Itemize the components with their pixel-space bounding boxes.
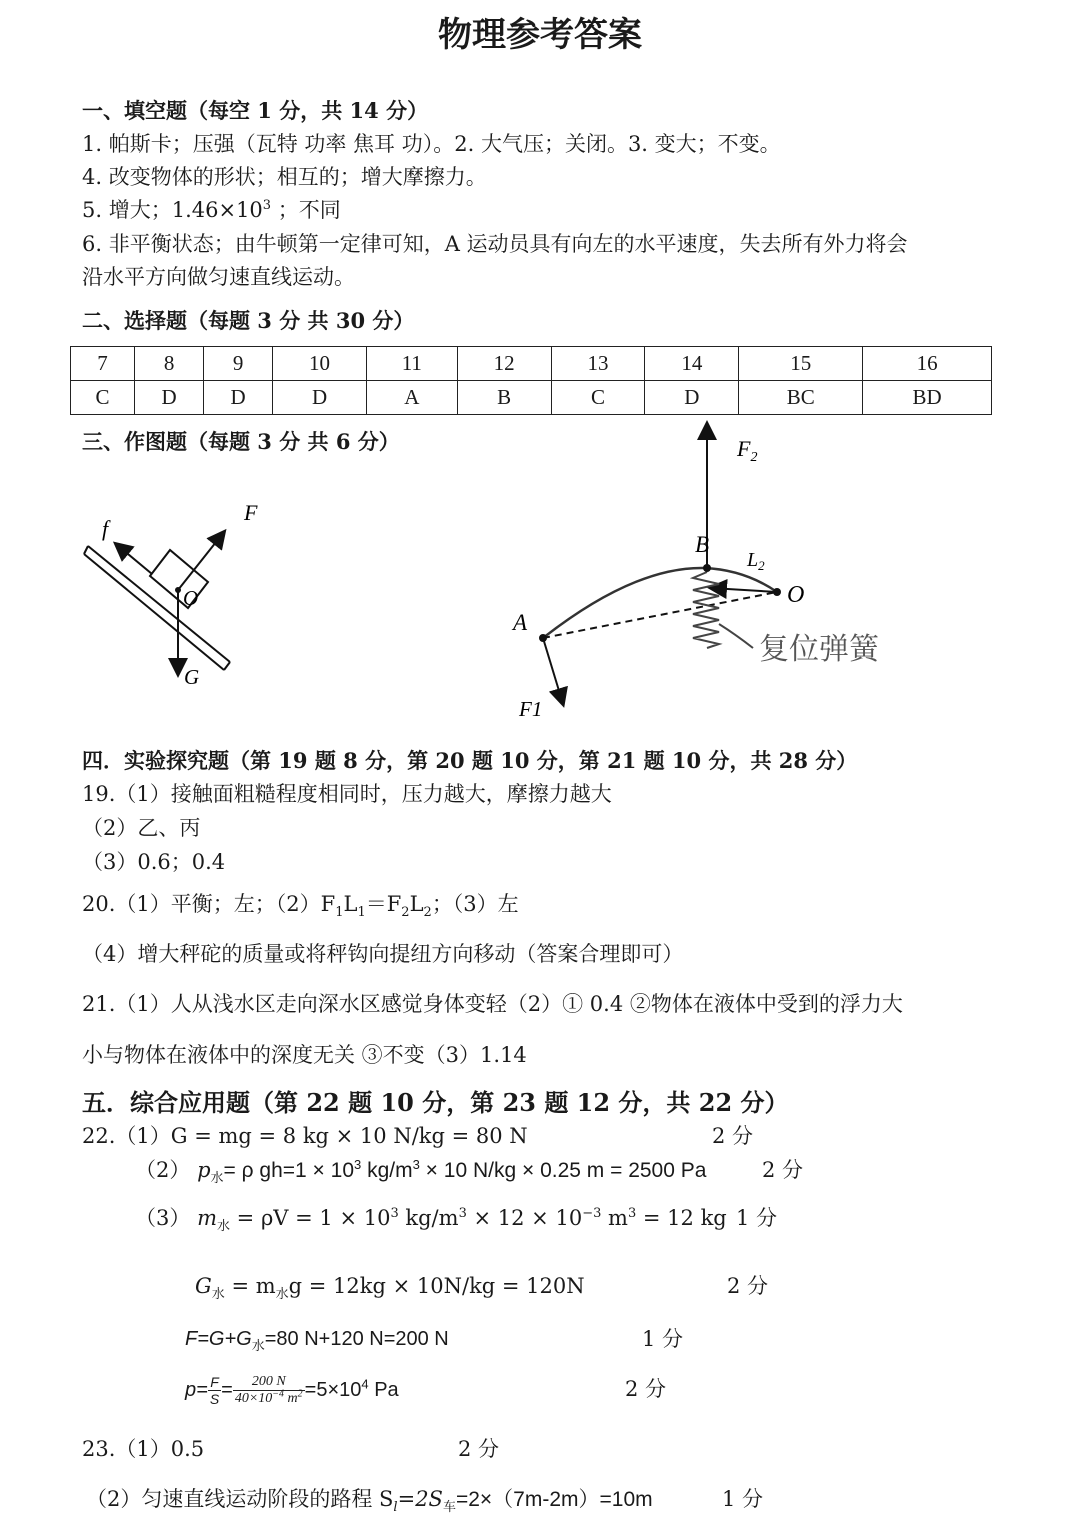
q22-line-1: 22.（1）G = mg = 8 kg × 10 N/kg = 80 N	[82, 1124, 528, 1148]
fraction-values: $\frac{200 N}{40\times 10^{-4} m^2}$	[234, 1374, 303, 1407]
q20-line-1: 20.（1）平衡；左；$(2)F_1L_1=F_2L_2$；（3）左	[82, 892, 519, 921]
force-f1-arrow	[543, 638, 563, 704]
point-b	[703, 564, 711, 572]
dashed-line	[543, 592, 777, 638]
table-cell: 15	[739, 347, 863, 381]
s1-line-3: 5. 增大；$1.46\times 10^3$ ；不同	[82, 198, 341, 222]
table-cell: 8	[135, 347, 204, 381]
page-title: 物理参考答案	[438, 15, 642, 55]
label-f-upper: F	[244, 500, 258, 525]
incline-force-diagram	[70, 490, 280, 690]
q22-line-3: （3） $m_水 = \rho V = 1 \times 10^3$ $kg/m^3 \times 12 \times 10^{-3}$ $m^3 = 12$ kg	[135, 1206, 727, 1235]
table-cell: 12	[457, 347, 551, 381]
label-o: O	[787, 582, 805, 608]
label-g: G	[184, 665, 200, 689]
point-o	[773, 588, 781, 596]
answer-table-answers-row	[71, 381, 992, 415]
arm-l2-arrow	[711, 588, 777, 592]
fraction-f-over-s: $\frac{F}{S}$	[209, 1374, 220, 1408]
section-2-heading: 二、选择题（每题 3 分 共 30 分）	[82, 308, 415, 333]
table-cell: B	[457, 381, 551, 415]
s1-line-2: 4. 改变物体的形状；相互的；增大摩擦力。	[82, 165, 487, 189]
table-cell: D	[135, 381, 204, 415]
q22-line-4: $G_水 = m_水g = 12kg \times 10N/kg = 120N$	[195, 1274, 585, 1303]
label-o: O	[183, 586, 199, 610]
label-f2: $F_2$	[737, 436, 758, 465]
section-1-heading: 一、填空题（每空 1 分，共 14 分）	[82, 98, 429, 123]
table-cell: 7	[71, 347, 135, 381]
q22-line-5: $F=G+G_水=80$ N+120 N=200 N	[185, 1328, 449, 1353]
point-a	[539, 634, 547, 642]
spring	[693, 572, 719, 648]
q19-line-2: （2）乙、丙	[82, 816, 201, 840]
lever-arc	[543, 568, 777, 638]
table-cell: 9	[204, 347, 273, 381]
spring-pointer	[719, 624, 753, 648]
table-cell: 13	[551, 347, 645, 381]
q22-line-4-score: 2 分	[727, 1274, 769, 1298]
table-cell: BC	[739, 381, 863, 415]
q20-line-2: （4）增大秤砣的质量或将秤钩向提纽方向移动（答案合理即可）	[82, 942, 684, 966]
table-cell: 11	[367, 347, 458, 381]
section-4-heading: 四．实验探究题（第 19 题 8 分，第 20 题 10 分，第 21 题 10 分，共 28 分）	[82, 748, 858, 773]
label-f-lower: f	[102, 516, 109, 541]
q23-line-2: （2）匀速直线运动阶段的路程 $S_l=2S_车=2\times(7m-2m)=10m$	[86, 1487, 653, 1516]
q22-line-2-score: 2 分	[762, 1158, 804, 1182]
q19-line-1: 19.（1）接触面粗糙程度相同时，压力越大，摩擦力越大	[82, 782, 612, 806]
label-b: B	[695, 532, 710, 557]
q22-line-3-score: 1 分	[736, 1206, 778, 1230]
q21-line-1: 21.（1）人从浅水区走向深水区感觉身体变轻（2）① 0.4 ②物体在液体中受到的浮力大	[82, 992, 903, 1016]
q19-line-3: （3）0.6；0.4	[82, 850, 226, 874]
q22-line-1-score: 2 分	[712, 1124, 754, 1148]
answer-table	[70, 346, 992, 415]
q23-line-2-score: 1 分	[722, 1487, 764, 1511]
section-3-heading: 三、作图题（每题 3 分 共 6 分）	[82, 429, 400, 454]
q23-line-1-score: 2 分	[458, 1437, 500, 1461]
q21-line-2: 小与物体在液体中的深度无关 ③不变（3）1.14	[82, 1043, 527, 1067]
friction-arrow	[116, 544, 152, 574]
label-a: A	[513, 610, 528, 635]
table-cell: D	[273, 381, 367, 415]
table-cell: 16	[863, 347, 992, 381]
lever-spring-diagram	[505, 416, 905, 726]
q23-line-1: 23.（1）0.5	[82, 1437, 205, 1461]
table-cell: BD	[863, 381, 992, 415]
q22-line-6: p= $\frac{F}{S}$ = $\frac{200 N}{40\times 10^{-4} m^2}$ $=5\times 10^4$ Pa	[185, 1374, 399, 1408]
label-f1: F1	[519, 697, 543, 721]
table-cell: D	[645, 381, 739, 415]
table-cell: C	[551, 381, 645, 415]
q22-line-2: （2） $p_水= \rho$ $gh=1 \times 10^3$ $kg/m^3 \times 10$ N/kg × 0.25 m = 2500 Pa	[135, 1157, 707, 1187]
force-f-arrow	[178, 532, 224, 590]
label-l2: $L_2$	[747, 549, 765, 573]
q22-line-6-score: 2 分	[625, 1377, 667, 1401]
table-cell: D	[204, 381, 273, 415]
table-cell: 10	[273, 347, 367, 381]
section-5-heading: 五．综合应用题（第 22 题 10 分，第 23 题 12 分，共 22 分）	[82, 1088, 789, 1117]
s1-line-5: 沿水平方向做匀速直线运动。	[82, 265, 355, 289]
answer-table-numbers-row	[71, 347, 992, 381]
incline-plane	[84, 546, 230, 670]
table-cell: A	[367, 381, 458, 415]
q22-line-5-score: 1 分	[642, 1327, 684, 1351]
s1-line-1: 1. 帕斯卡；压强（瓦特 功率 焦耳 功）。2. 大气压；关闭。3. 变大；不变。	[82, 132, 781, 156]
table-cell: 14	[645, 347, 739, 381]
s1-line-4: 6. 非平衡状态；由牛顿第一定律可知，A 运动员具有向左的水平速度，失去所有外力将会	[82, 232, 908, 256]
table-cell: C	[71, 381, 135, 415]
label-return-spring: 复位弹簧	[759, 632, 879, 667]
